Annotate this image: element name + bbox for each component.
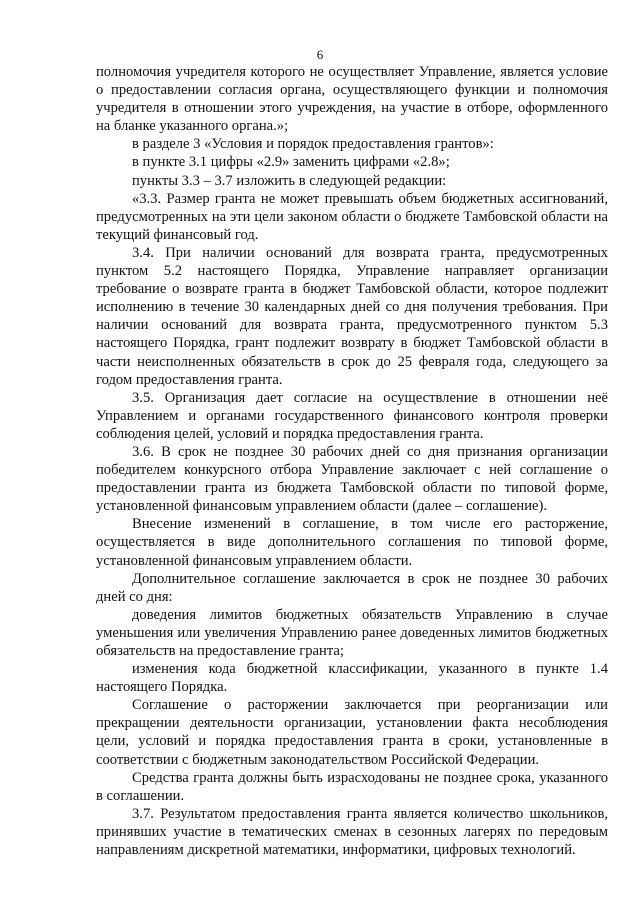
paragraph: Средства гранта должны быть израсходованы не позднее срока, указанного в соглашении. (96, 769, 608, 804)
paragraph: 3.7. Результатом предоставления гранта является количество школьников, принявших участие в тематических сменах в сезонных лагерях по передовым направлениям дискретной математики, информатики, цифровых технологий. (96, 805, 608, 859)
paragraph: в разделе 3 «Условия и порядок предоставления грантов»: (132, 136, 494, 153)
paragraph: доведения лимитов бюджетных обязательств Управлению в случае уменьшения или увеличения Управлению ранее доведенных лимитов бюджетных обязательств на предоставление гранта; (96, 606, 608, 659)
paragraph: Внесение изменений в соглашение, в том числе его расторжение, осуществляется в виде дополнительного соглашения по типовой форме, установленной финансовым управлением области. (96, 516, 608, 569)
paragraph: «3.3. Размер гранта не может превышать объем бюджетных ассигнований, предусмотренных на эти цели законом области о бюджете Тамбовской области на текущий финансовый год. (96, 190, 608, 243)
paragraph: 3.6. В срок не позднее 30 рабочих дней со дня признания организации победителем конкурсного отбора Управление заключает с ней соглашение о предоставлении гранта из бюджета Тамбовской области по типовой форме, установленной финансовым управлением области (далее – соглашение). (96, 443, 608, 515)
paragraph: 3.5. Организация дает согласие на осуществление в отношении неё Управлением и органами государственного финансового контроля проверки соблюдения целей, условий и порядка предоставления гранта. (96, 389, 608, 442)
page-number: 6 (316, 47, 324, 62)
paragraph: Дополнительное соглашение заключается в срок не позднее 30 рабочих дней со дня: (96, 570, 608, 605)
paragraph: Соглашение о расторжении заключается при реорганизации или прекращении деятельности организации, установлении факта несоблюдения цели, условий и порядка предоставления гранта в сроки, установленные в соответствии с бюджетным законодательством Российской Федерации. (96, 697, 608, 768)
document-body (96, 63, 608, 859)
paragraph: в пункте 3.1 цифры «2.9» заменить цифрами «2.8»; (132, 154, 450, 171)
paragraph: пункты 3.3 – 3.7 изложить в следующей редакции: (132, 172, 447, 189)
paragraph: 3.4. При наличии оснований для возврата гранта, предусмотренных пунктом 5.2 настоящего Порядка, Управление направляет организации требование о возврате гранта в бюджет Тамбовской области, которое подлежит исполнению в течение 30 календарных дней со дня получения требования. При наличии оснований для возврата гранта, предусмотренного пунктом 5.3 настоящего Порядка, грант подлежит возврату в бюджет Тамбовской области в части неисполненных обязательств в срок до 25 февраля года, следующего за годом предоставления гранта. (96, 244, 608, 388)
paragraph: полномочия учредителя которого не осуществляет Управление, является условие о предоставлении согласия органа, осуществляющего функции и полномочия учредителя в отношении этого учреждения, на участие в отборе, оформленного на бланке указанного органа.»; (96, 64, 608, 135)
paragraph: изменения кода бюджетной классификации, указанного в пункте 1.4 настоящего Порядка. (96, 661, 608, 696)
